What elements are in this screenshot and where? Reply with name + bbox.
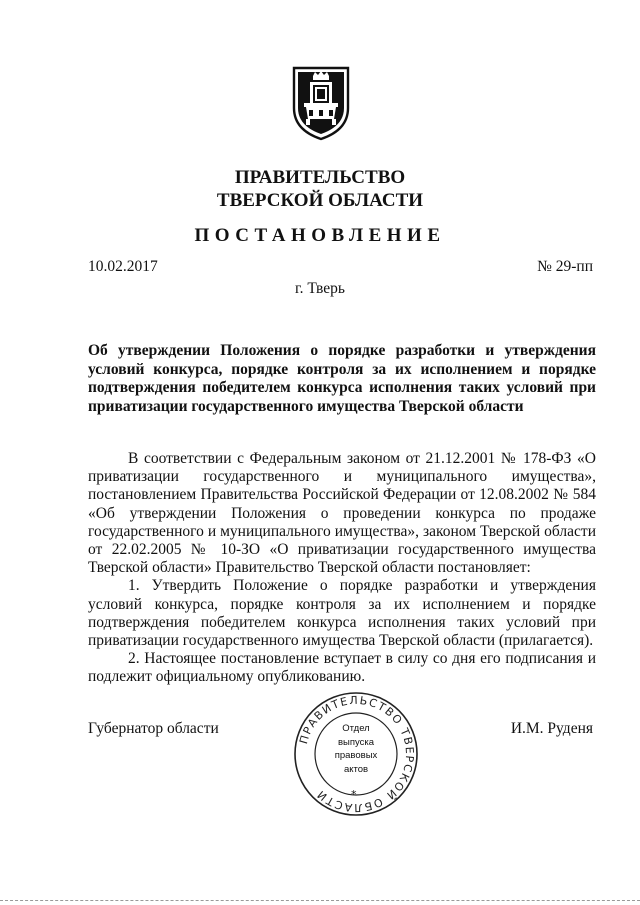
seal-inner-text — [300, 722, 412, 776]
document-body — [88, 450, 596, 687]
document-city: г. Тверь — [295, 280, 345, 297]
org-title-line2: ТВЕРСКОЙ ОБЛАСТИ — [216, 190, 424, 211]
document-subject: Об утверждении Положения о порядке разработки и утверждения условий конкурса, порядке контроля за их исполнением и порядке подтверждения победителем конкурса исполнения таких условий при приватизации государственного имущества Тверской области — [88, 342, 596, 415]
seal-line-2: выпуска — [337, 736, 375, 748]
seal-line-3: правовых — [334, 750, 378, 761]
coat-of-arms-icon — [290, 64, 352, 142]
document-number: № 29-пп — [537, 258, 593, 275]
seal-line-4: актов — [343, 763, 369, 775]
signatory-name: И.М. Руденя — [510, 720, 593, 737]
body-paragraph-3: 2. Настоящее постановление вступает в силу со дня его подписания и подлежит официальному опубликованию. — [88, 650, 596, 686]
document-date: 10.02.2017 — [88, 258, 158, 275]
body-paragraph-2: 1. Утвердить Положение о порядке разработки и утверждения условий конкурса, порядке контроля за их исполнением и порядке подтверждения победителем конкурса исполнения таких условий при приватизации государственного имущества Тверской области (прилагается). — [88, 577, 596, 650]
seal-line-1: Отдел — [342, 723, 370, 734]
page-edge-divider — [0, 900, 640, 902]
document-type: ПОСТАНОВЛЕНИЕ — [194, 225, 446, 246]
body-paragraph-1: В соответствии с Федеральным законом от 21.12.2001 № 178-ФЗ «О приватизации государственного и муниципального имущества», постановлением Правительства Российской Федерации от 12.08.2002 № 584 «Об утверждении Положения о проведении конкурса по продаже государственного и муниципального имущества», законом Тверской области от 22.02.2005 № 10-ЗО «О приватизации государственного имущества Тверской области» Правительство Тверской области постановляет: — [88, 450, 596, 577]
org-title-line1: ПРАВИТЕЛЬСТВО — [234, 167, 406, 188]
seal-star-icon: * — [351, 788, 357, 801]
seal-ring-text: ПРАВИТЕЛЬСТВО ТВЕРСКОЙ ОБЛАСТИ — [297, 693, 417, 815]
signatory-position: Губернатор области — [88, 720, 219, 737]
